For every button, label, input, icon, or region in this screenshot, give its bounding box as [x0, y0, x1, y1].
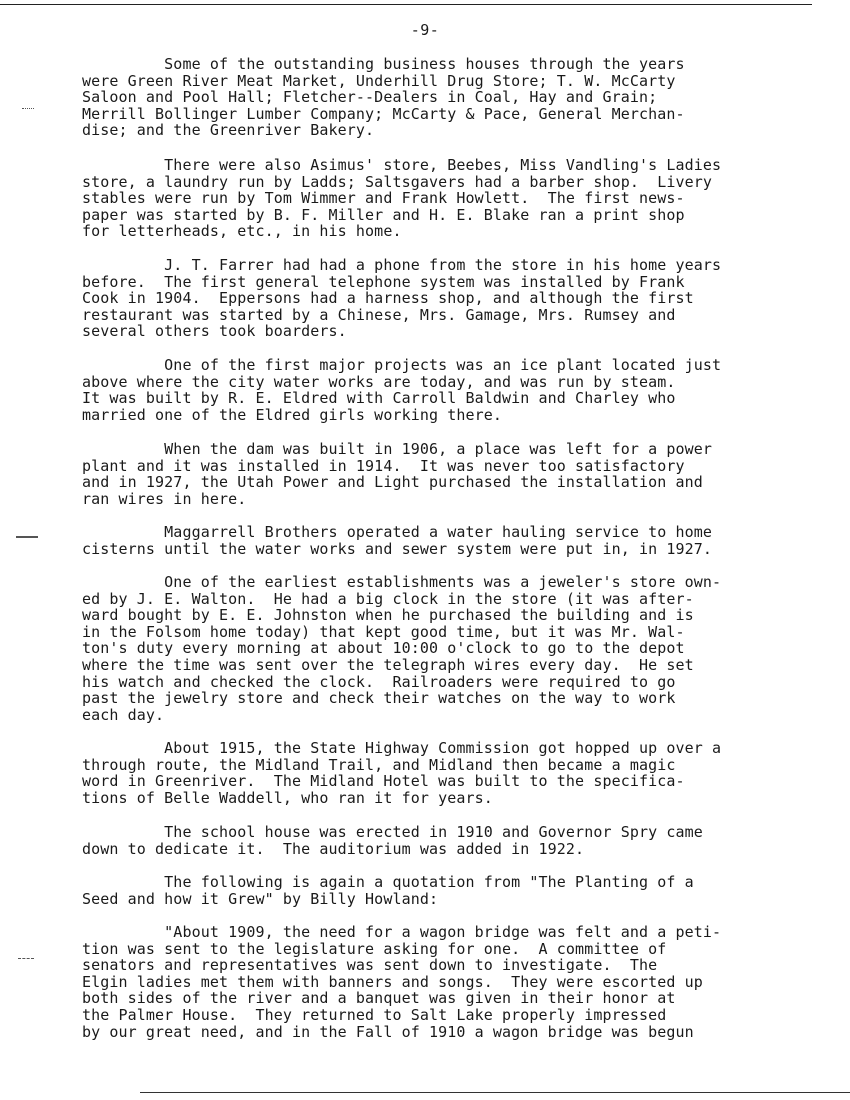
paragraph-wagon-bridge-quote: "About 1909, the need for a wagon bridge was felt and a peti- tion was sent to the legislature asking for one. A committee of senators and representatives was sent down to investigate. The Elgin ladies met them with banners and songs. They were escorted up both sides of the river and a banquet was given in their honor at the Palmer House. They returned to Salt Lake properly impressed by our great need, and in the Fall of 1910 a wagon bridge was begun: [82, 923, 722, 1041]
margin-mark: [16, 536, 38, 538]
top-edge-line: [0, 4, 812, 5]
paragraph-water-hauling: Maggarrell Brothers operated a water hauling service to home cisterns until the water works and sewer system were put in, in 1927.: [82, 523, 713, 558]
page-number: -9-: [410, 21, 440, 39]
paragraph-jeweler: One of the earliest establishments was a jeweler's store own- ed by J. E. Walton. He had a big clock in the store (it was after- ward bought by E. E. Johnston when he purchased the building and is in the Folsom home today) that kept good time, but it was Mr. Wal- ton's duty every morning at about 10:00 o'clock to go to the depot where the time was sent over the telegraph wires every day. He set his watch and checked the clock. Railroaders were required to go past the jewelry store and check their watches on the way to work each day.: [82, 573, 722, 724]
paragraph-power-plant: When the dam was built in 1906, a place was left for a power plant and it was installed in 1914. It was never too satisfactory and in 1927, the Utah Power and Light purchased the installation and ran wires in here.: [82, 440, 713, 508]
paragraph-telephone: J. T. Farrer had had a phone from the store in his home years before. The first general telephone system was installed by Frank Cook in 1904. Eppersons had a harness shop, and although the first restaurant was started by a Chinese, Mrs. Gamage, Mrs. Rumsey and several others took boarders.: [82, 256, 722, 341]
paragraph-school-house: The school house was erected in 1910 and Governor Spry came down to dedicate it. The auditorium was added in 1922.: [82, 823, 703, 858]
paragraph-quotation-intro: The following is again a quotation from "The Planting of a Seed and how it Grew" by Billy Howland:: [82, 873, 694, 908]
margin-mark: [18, 958, 34, 959]
paragraph-business-houses: Some of the outstanding business houses through the years were Green River Meat Market, Underhill Drug Store; T. W. McCarty Saloon and Pool Hall; Fletcher--Dealers in Coal, Hay and Grain; Merrill Bollinger Lumber Company; McCarty & Pace, General Merchan- dise; and the Greenriver Bakery.: [82, 55, 685, 140]
bottom-edge-line: [140, 1092, 850, 1093]
margin-mark: [22, 108, 34, 109]
paragraph-stores-livery: There were also Asimus' store, Beebes, Miss Vandling's Ladies store, a laundry run by Ladds; Saltsgavers had a barber shop. Livery stables were run by Tom Wimmer and Frank Howlett. The first news- paper was started by B. F. Miller and H. E. Blake ran a print shop for letterheads, etc., in his home.: [82, 156, 722, 241]
paragraph-highway: About 1915, the State Highway Commission got hopped up over a through route, the Midland Trail, and Midland then became a magic word in Greenriver. The Midland Hotel was built to the specifica- tions of Belle Waddell, who ran it for years.: [82, 739, 722, 807]
paragraph-ice-plant: One of the first major projects was an ice plant located just above where the city water works are today, and was run by steam. It was built by R. E. Eldred with Carroll Baldwin and Charley who married one of the Eldred girls working there.: [82, 356, 722, 424]
